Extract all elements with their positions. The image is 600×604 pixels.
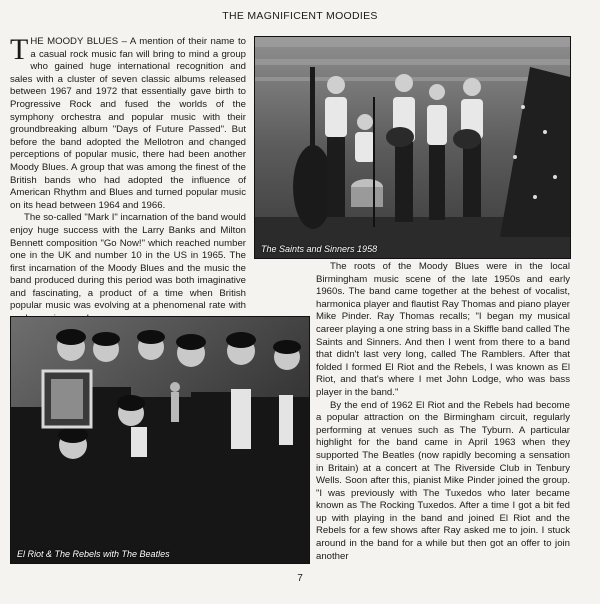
intro-text bbox=[10, 33, 246, 326]
photo-caption-beatles: El Riot & The Rebels with The Beatles bbox=[17, 549, 170, 559]
history-paragraph-1: The roots of the Moody Blues were in the local Birmingham music scene of the late 1950s and early 1960s. The band came together at the behest of vocalist, harmonica player and flautist Ray Thomas and piano player Mike Pinder. Ray Thomas recalls; "I began my musical career playing a one string bass in a Skiffle band called The Saints and Sinners. And then I went from there to a band that didn't last very long, called The Ramblers. After that folded I formed El Riot and the Rebels, I was known as El Riot, and that's where I met John Lodge, who was bass player in the band." bbox=[316, 261, 570, 398]
photo-el-riot-beatles-image bbox=[11, 317, 309, 563]
photo-el-riot-beatles bbox=[10, 316, 310, 564]
intro-paragraph-1 bbox=[10, 33, 246, 212]
history-text bbox=[316, 261, 570, 563]
history-paragraph-2: By the end of 1962 El Riot and the Rebels had become a popular attraction on the Birmingham circuit, regularly performing at venues such as The Tyburn. A particular highlight for the band came in April 1963 when they supported The Beatles (now rapidly becoming a sensation in Britain) at a concert at The Riverside Club in Tenbury Wells. Soon after this, pianist Mike Pinder joined the group. "I was previously with The Tuxedos who later became known as The Rocking Tuxedos. After a time I got a bit fed up with playing in the band and joined El Riot and the Rebels for a few shows after Ray asked me to join. I stuck around in the band for a while but then got an offer to join another bbox=[316, 399, 570, 562]
intro-paragraph-1-body: HE MOODY BLUES – A mention of their name to a casual rock music fan will bring to mind a group who gained huge international recognition and sales with a cluster of seven classic albums released between 1967 and 1972 that essentially gave birth to Progressive Rock and fused the worlds of the symphony orchestra and popular music with their groundbreaking album "Days of Future Passed". But before the band adopted the Mellotron and changed perceptions of popular music, there had been another Moody Blues. A group that was among the finest of the British bands who had adopted the influence of American Rhythm and Blues and turned popular music on its head between 1964 and 1966. bbox=[10, 36, 246, 211]
intro-paragraph-2: The so-called "Mark I" incarnation of the band would enjoy huge success with the Larry Banks and Milton Bennett composition "Go Now!" which reached number one in the UK and number 10 in the US in 1965. The first incarnation of the Moody Blues and the music the band produced during this period was both imaginative and fascinating, a product of a time when British popular music was evolving at a phenomenal rate with bbox=[10, 212, 246, 312]
page-number: 7 bbox=[297, 573, 303, 584]
photo-saints-and-sinners bbox=[254, 36, 571, 259]
page-header: THE MAGNIFICENT MOODIES bbox=[222, 10, 378, 22]
photo-caption-saints: The Saints and Sinners 1958 bbox=[261, 244, 378, 254]
photo-saints-and-sinners-image bbox=[255, 37, 570, 258]
drop-cap: T bbox=[10, 33, 29, 66]
